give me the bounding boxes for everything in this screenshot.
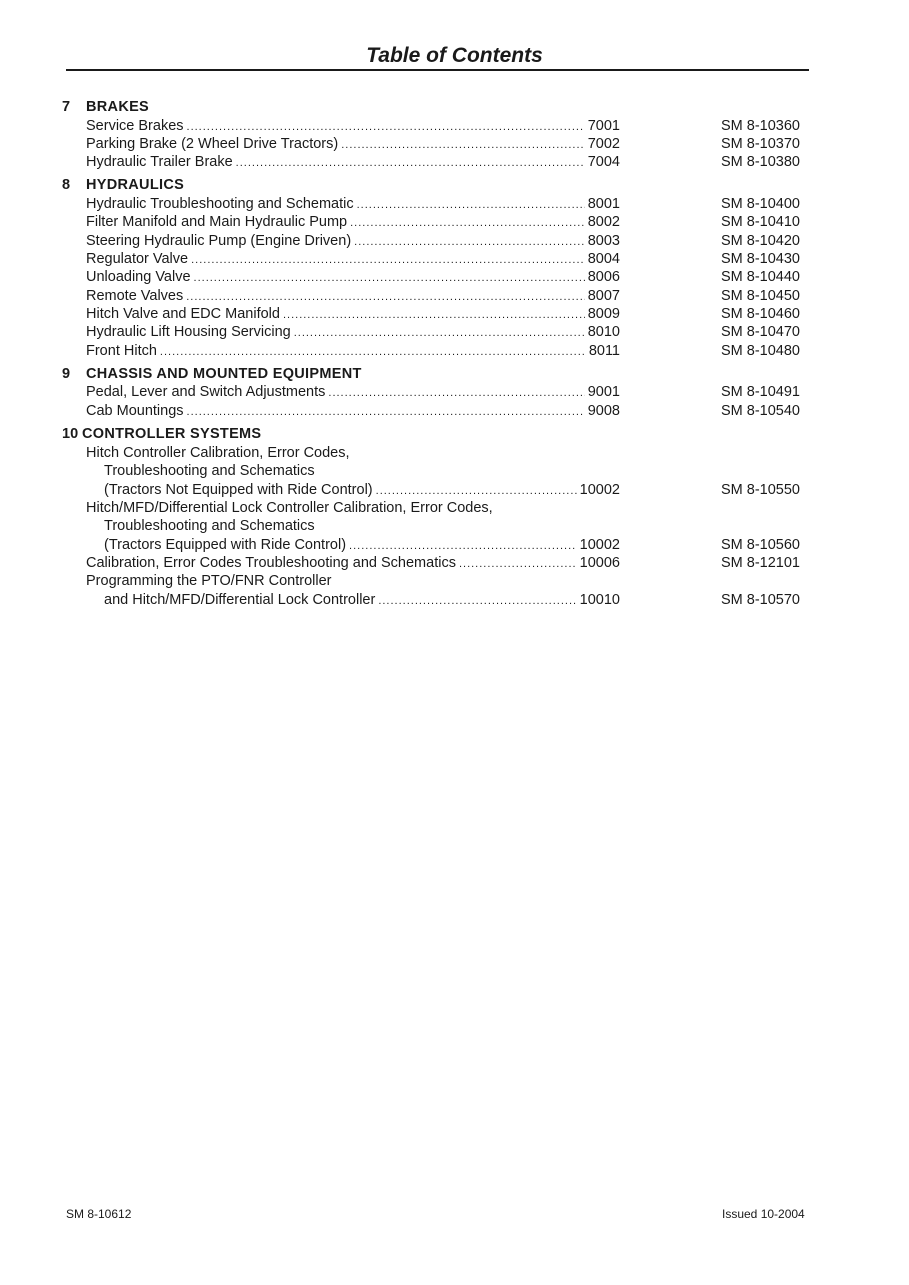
- toc-entry-line: Hitch/MFD/Differential Lock Controller Calibration, Error Codes,: [86, 500, 493, 516]
- section-title: CHASSIS AND MOUNTED EQUIPMENT: [86, 366, 362, 382]
- page-number: 10002: [579, 482, 620, 498]
- sm-reference: SM 8-10450: [721, 288, 800, 304]
- sm-reference: SM 8-10480: [721, 343, 800, 359]
- toc-entry[interactable]: (Tractors Not Equipped with Ride Control) ..... 10002: [104, 481, 620, 499]
- toc-entry[interactable]: Pedal, Lever and Switch Adjustments ..... 9001: [86, 383, 620, 401]
- page-title: Table of Contents: [366, 44, 543, 67]
- sm-reference: SM 8-10360: [721, 118, 800, 134]
- page-number: 8011: [588, 343, 620, 359]
- section-number: 8: [62, 177, 71, 193]
- page-number: 8004: [587, 251, 620, 267]
- toc-entry[interactable]: Remote Valves ..... 8007: [86, 287, 620, 305]
- sm-reference: SM 8-10420: [721, 233, 800, 249]
- toc-entry[interactable]: Hitch Valve and EDC Manifold ..... 8009: [86, 305, 620, 323]
- page-number: 7004: [587, 154, 620, 170]
- toc-entry-line: Troubleshooting and Schematics: [104, 518, 315, 534]
- page-number: 8003: [587, 233, 620, 249]
- page-number: 7001: [587, 118, 620, 134]
- toc-entry[interactable]: Filter Manifold and Main Hydraulic Pump ..... 8002: [86, 213, 620, 231]
- sm-reference: SM 8-10400: [721, 196, 800, 212]
- toc-entry[interactable]: Parking Brake (2 Wheel Drive Tractors) ..... 7002: [86, 135, 620, 153]
- toc-entry[interactable]: Regulator Valve ..... 8004: [86, 250, 620, 268]
- toc-entry[interactable]: (Tractors Equipped with Ride Control) ..... 10002: [104, 536, 620, 554]
- sm-reference: SM 8-10370: [721, 136, 800, 152]
- page-number: 10002: [579, 537, 620, 553]
- page-number: 8007: [587, 288, 620, 304]
- sm-reference: SM 8-12101: [721, 555, 800, 571]
- page-number: 8001: [587, 196, 620, 212]
- sm-reference: SM 8-10460: [721, 306, 800, 322]
- sm-reference: SM 8-10430: [721, 251, 800, 267]
- sm-reference: SM 8-10470: [721, 324, 800, 340]
- toc-entry-line: Programming the PTO/FNR Controller: [86, 573, 332, 589]
- toc-entry[interactable]: Hydraulic Trailer Brake ..... 7004: [86, 153, 620, 171]
- page-number: 8006: [587, 269, 620, 285]
- toc-entry-line: Hitch Controller Calibration, Error Codes,: [86, 445, 350, 461]
- sm-reference: SM 8-10560: [721, 537, 800, 553]
- sm-reference: SM 8-10550: [721, 482, 800, 498]
- toc-entry-line: Troubleshooting and Schematics: [104, 463, 315, 479]
- footer-doc-number: SM 8-10612: [66, 1207, 132, 1221]
- page-number: 10006: [579, 555, 620, 571]
- page-number: 8002: [587, 214, 620, 230]
- page-number: 7002: [587, 136, 620, 152]
- section-number: 7: [62, 99, 71, 115]
- sm-reference: SM 8-10570: [721, 592, 800, 608]
- section-number: 9: [62, 366, 71, 382]
- page-number: 10010: [579, 592, 620, 608]
- toc-entry[interactable]: Cab Mountings ..... 9008: [86, 402, 620, 420]
- page-number: 8009: [587, 306, 620, 322]
- page-number: 9008: [587, 403, 620, 419]
- page-number: 8010: [587, 324, 620, 340]
- toc-entry[interactable]: Hydraulic Lift Housing Servicing ..... 8010: [86, 323, 620, 341]
- toc-entry[interactable]: Front Hitch ..... 8011: [86, 342, 620, 360]
- footer-issue-date: Issued 10-2004: [722, 1207, 805, 1221]
- sm-reference: SM 8-10380: [721, 154, 800, 170]
- sm-reference: SM 8-10491: [721, 384, 800, 400]
- sm-reference: SM 8-10540: [721, 403, 800, 419]
- section-title: CONTROLLER SYSTEMS: [82, 426, 262, 442]
- sm-reference: SM 8-10410: [721, 214, 800, 230]
- title-rule: [66, 69, 809, 71]
- toc-entry[interactable]: Calibration, Error Codes Troubleshooting and Schematics ..... 10006: [86, 554, 620, 572]
- toc-entry[interactable]: and Hitch/MFD/Differential Lock Controller ..... 10010: [104, 591, 620, 609]
- toc-entry[interactable]: Service Brakes ..... 7001: [86, 117, 620, 135]
- section-number: 10: [62, 426, 79, 442]
- section-title: BRAKES: [86, 99, 150, 115]
- page-number: 9001: [587, 384, 620, 400]
- section-title: HYDRAULICS: [86, 177, 185, 193]
- sm-reference: SM 8-10440: [721, 269, 800, 285]
- toc-entry[interactable]: Unloading Valve ..... 8006: [86, 268, 620, 286]
- toc-entry[interactable]: Hydraulic Troubleshooting and Schematic ..... 8001: [86, 195, 620, 213]
- toc-entry[interactable]: Steering Hydraulic Pump (Engine Driven) ..... 8003: [86, 232, 620, 250]
